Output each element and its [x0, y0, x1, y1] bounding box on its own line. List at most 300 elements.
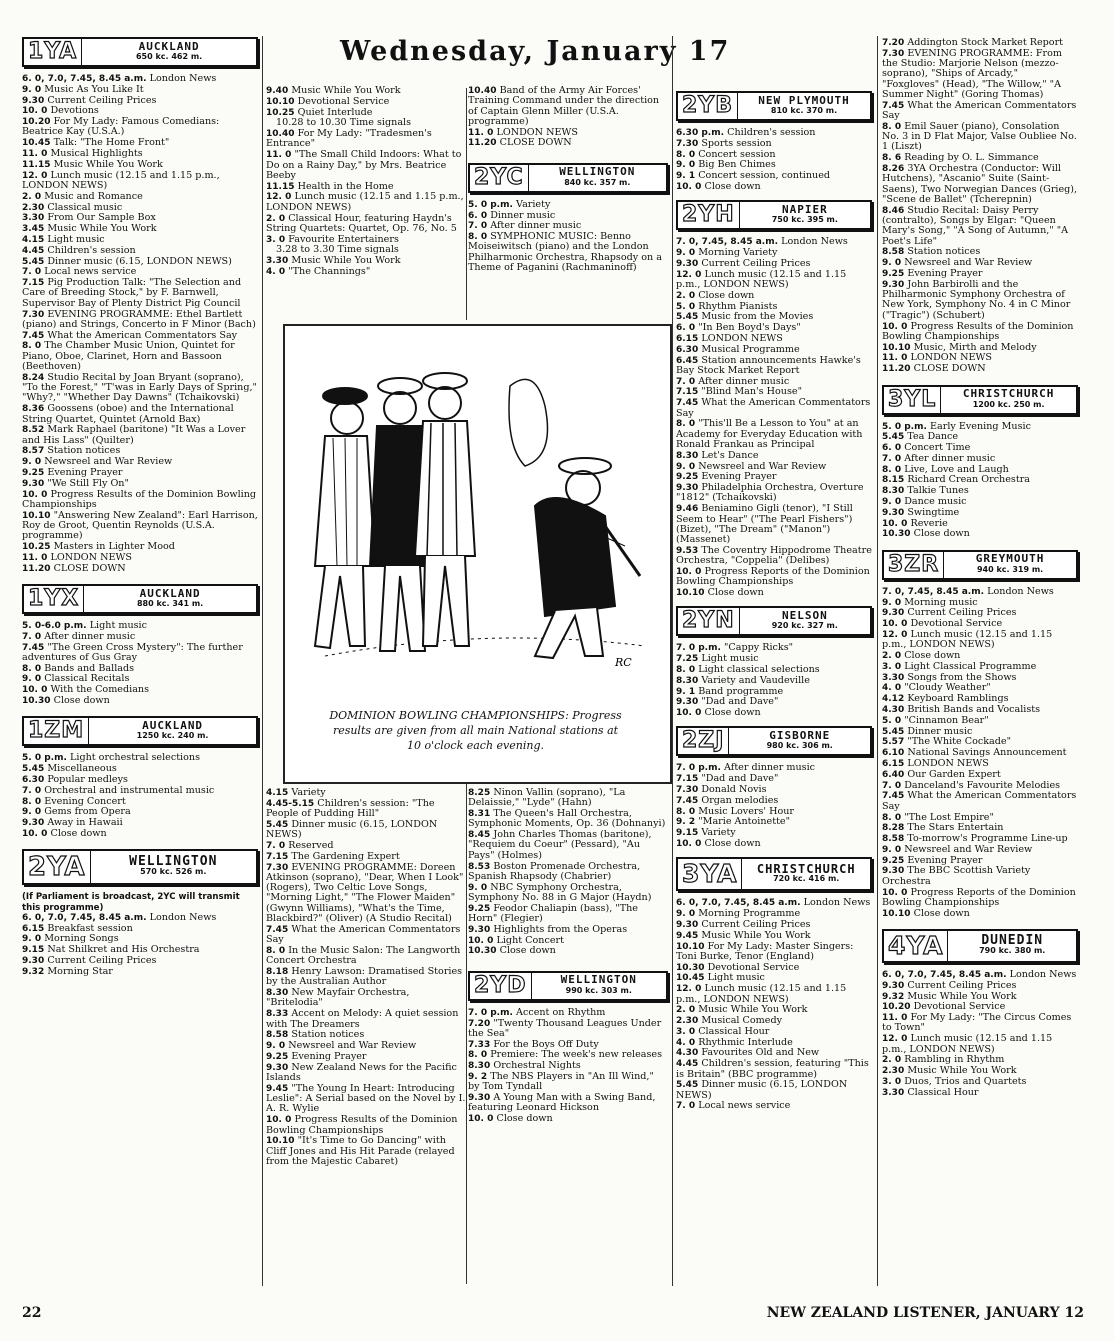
entry-time: 6.15	[882, 759, 908, 770]
schedule-entry	[468, 1019, 668, 1040]
schedule-entry	[882, 519, 1078, 529]
entry-programme: Light music	[89, 619, 147, 631]
entry-time: 7. 0	[468, 221, 491, 232]
entry-time: 10.30	[676, 962, 708, 973]
entry-programme: Ninon Vallin (soprano), "La Delaissie," "Lyde" (Hahn)	[468, 787, 626, 809]
station-logo-3zr	[882, 550, 1078, 580]
schedule-entry	[676, 483, 872, 504]
schedule-entry	[676, 588, 872, 598]
schedule-entry	[468, 1050, 668, 1060]
entry-programme: "Answering New Zealand": Earl Harrison, Roy de Groot, Quentin Reynolds (U.S.A. programme)	[22, 509, 258, 542]
entry-time: 9. 0	[882, 258, 905, 269]
entry-time: 4.45	[676, 1059, 702, 1070]
entry-programme: Studio Recital by Joan Bryant (soprano), "To the Forest," "T'was in Early Days of Spring," "Why?," "Whether Day Dawns" (Tchaikovski)	[22, 371, 257, 404]
schedule-entry	[676, 942, 872, 963]
caption-line: DOMINION BOWLING CHAMPIONSHIPS: Progress	[329, 709, 622, 722]
parliament-note: (If Parliament is broadcast, 2YC will transmit this programme)	[22, 892, 240, 913]
station-logo-2yn	[676, 606, 872, 636]
entry-time: 8.52	[22, 425, 48, 436]
entry-time: 8.45	[468, 830, 494, 841]
entry-time: 8.30	[266, 988, 292, 999]
schedule-entry	[22, 511, 258, 542]
schedule-entry	[266, 1041, 466, 1051]
station-frequency: 940 kc. 319 m.	[976, 564, 1044, 574]
entry-programme: Dinner music (6.15, LONDON NEWS)	[676, 1079, 848, 1101]
entry-time: 5. 0 p.m.	[882, 421, 931, 432]
entry-time: 12. 0	[266, 192, 295, 203]
schedule-entry	[266, 1063, 466, 1084]
entry-programme: Rhythm Pianists	[698, 300, 778, 312]
schedule-entry	[468, 86, 668, 127]
schedule-entry	[676, 697, 872, 707]
entry-programme: Close down	[904, 650, 961, 662]
entry-time: 10.10	[882, 342, 914, 353]
schedule-3zr	[882, 587, 1078, 919]
entry-programme: CLOSE DOWN	[913, 363, 986, 375]
entry-programme: London News	[149, 73, 217, 84]
column-2-top	[266, 86, 466, 278]
entry-programme: EVENING PROGRAMME: Doreen Atkinson (soprano), "Dear, When I Look" (Rogers), Two Celtic Love Songs, "Morning Light," "The Flower Maiden" (Gwynn Williams), "What's the Time, Blackbird?" (Oliver) (A Studio Recital)	[266, 861, 464, 925]
schedule-entry	[882, 432, 1078, 442]
schedule-entry	[882, 705, 1078, 715]
schedule-entry	[676, 546, 872, 567]
entry-programme: Close down	[50, 827, 107, 839]
entry-programme: Close down	[499, 945, 556, 957]
schedule-entry	[22, 74, 258, 84]
schedule-entry	[22, 956, 258, 966]
schedule-2ya	[22, 913, 258, 977]
schedule-entry	[676, 931, 872, 941]
entry-programme: Miscellaneous	[47, 763, 117, 775]
station-call-sign: 3YL	[884, 387, 941, 413]
entry-programme: Music While You Work	[291, 255, 401, 267]
schedule-entry	[266, 841, 466, 851]
schedule-entry	[266, 150, 466, 181]
entry-time: 9.30	[676, 483, 702, 494]
entry-time: 9.30	[22, 818, 48, 829]
entry-time: 9. 0	[676, 909, 699, 920]
entry-programme: The Queen's Hall Orchestra, Symphonic Moments, Op. 36 (Dohnanyi)	[468, 808, 666, 830]
entry-time: 6. 0, 7.0, 7.45, 8.45 a.m.	[882, 969, 1010, 980]
entry-time: 9.30	[22, 478, 48, 489]
entry-time: 4.45	[22, 245, 48, 256]
entry-programme: Progress Reports of the Dominion Bowling Championships	[676, 565, 870, 588]
column-rule	[262, 36, 263, 1286]
entry-time: 9. 0	[676, 248, 699, 259]
station-logo-3yl	[882, 385, 1078, 415]
schedule-entry	[468, 883, 668, 904]
station-call-sign: 2YB	[678, 93, 738, 119]
entry-time: 9.30	[468, 1093, 494, 1104]
station-call-sign: 2YA	[24, 851, 91, 883]
entry-time: 9. 0	[468, 882, 491, 893]
entry-time: 5. 0 p.m.	[468, 199, 517, 210]
entry-time: 7.45	[882, 100, 908, 111]
schedule-entry	[266, 852, 466, 862]
entry-programme: "Cloudy Weather"	[904, 682, 991, 694]
schedule-entry	[882, 781, 1078, 791]
entry-programme: Light music	[47, 233, 105, 245]
entry-time: 10. 0	[882, 887, 911, 898]
entry-time: 7.15	[676, 774, 702, 785]
entry-programme: Premiere: The week's new releases	[490, 1049, 662, 1061]
entry-time: 2. 0	[882, 1055, 905, 1066]
schedule-entry	[22, 235, 258, 245]
entry-programme: Henry Lawson: Dramatised Stories by the Australian Author	[266, 966, 463, 988]
entry-time: 7.20	[882, 38, 908, 48]
entry-time: 9.25	[468, 903, 494, 914]
entry-programme: Live, Love and Laugh	[904, 463, 1009, 475]
entry-time: 11. 0	[22, 552, 51, 563]
schedule-entry	[468, 128, 668, 138]
entry-time: 9.32	[882, 991, 908, 1002]
schedule-2ya-continued	[266, 86, 466, 277]
schedule-entry	[882, 630, 1078, 651]
station-frequency: 1250 kc. 240 m.	[136, 731, 209, 741]
entry-time: 10. 0	[676, 181, 705, 192]
entry-time: 3. 0	[882, 1076, 905, 1087]
entry-programme: Light classical selections	[698, 663, 820, 675]
entry-programme: CLOSE DOWN	[53, 562, 126, 574]
entry-programme: Variety	[516, 198, 551, 210]
entry-programme: London News	[149, 911, 217, 923]
schedule-entry	[468, 862, 668, 883]
entry-time: 9.15	[676, 828, 702, 839]
entry-time: 8. 0	[676, 419, 699, 430]
entry-programme: "Dad and Dave"	[701, 696, 779, 708]
schedule-entry	[882, 737, 1078, 747]
entry-programme: Away in Hawaii	[47, 817, 123, 829]
entry-programme: John Barbirolli and the Philharmonic Symphony Orchestra of New York, Symphony No. 4 in C Minor ("Tragic") (Schubert)	[882, 278, 1071, 321]
entry-programme: What the American Commentators Say	[882, 790, 1077, 812]
schedule-entry	[266, 97, 466, 107]
schedule-entry	[468, 904, 668, 925]
entry-time: 7.45	[882, 791, 908, 802]
station-frequency: 840 kc. 357 m.	[564, 177, 631, 187]
entry-time: 10.45	[676, 973, 708, 984]
station-frequency: 980 kc. 306 m.	[766, 741, 833, 751]
entry-programme: Newsreel and War Review	[44, 456, 173, 468]
schedule-entry	[22, 96, 258, 106]
schedule-entry	[676, 1080, 872, 1101]
entry-time: 10.25	[266, 107, 298, 118]
entry-programme: The Stars Entertain	[907, 822, 1004, 834]
column-3-bottom	[468, 788, 668, 1125]
entry-time: 5. 0-6.0 p.m.	[22, 620, 90, 631]
schedule-entry	[22, 425, 258, 446]
schedule-entry	[882, 662, 1078, 672]
entry-time: 7. 0	[676, 1101, 699, 1112]
station-frequency: 990 kc. 303 m.	[565, 985, 632, 995]
entry-programme: "The Small Child Indoors: What to Do on a Rainy Day," by Mrs. Beatrice Beeby	[266, 149, 462, 181]
station-call-sign: 2YH	[678, 202, 740, 228]
entry-programme: "It's Time to Go Dancing" with Cliff Jones and His Hit Parade (relayed from the Majestic Cabaret)	[266, 1135, 455, 1167]
entry-programme: Classical Hour	[698, 1025, 770, 1037]
entry-programme: Variety and Vaudeville	[701, 674, 810, 686]
schedule-entry	[22, 117, 258, 138]
entry-programme: Favourites Old and New	[701, 1047, 820, 1059]
entry-time: 3.30	[22, 213, 48, 224]
schedule-entry	[468, 138, 668, 148]
entry-programme: For My Lady: "Tradesmen's Entrance"	[266, 128, 432, 150]
entry-time: 8.46	[882, 205, 908, 216]
schedule-entry	[882, 845, 1078, 855]
schedule-entry	[882, 770, 1078, 780]
entry-programme: Close down	[704, 707, 761, 719]
entry-time: 6.30	[22, 774, 48, 785]
entry-programme: Close down	[704, 180, 761, 192]
entry-time: 7. 0 p.m.	[676, 643, 725, 654]
entry-programme: Newsreel and War Review	[904, 257, 1033, 269]
entry-time: 12. 0	[676, 269, 705, 280]
schedule-1ya	[22, 74, 258, 574]
entry-programme: 10.28 to 10.30 Time signals	[276, 117, 412, 129]
entry-programme: Let's Dance	[701, 449, 759, 461]
schedule-entry	[22, 664, 258, 674]
entry-time: 9.40	[266, 86, 292, 96]
entry-programme: A Young Man with a Swing Band, featuring Leonard Hickson	[468, 1092, 656, 1114]
station-frequency: 1200 kc. 250 m.	[972, 399, 1045, 409]
entry-programme: Light Classical Programme	[904, 660, 1037, 672]
entry-programme: Dinner music (6.15, LONDON NEWS)	[266, 818, 438, 841]
schedule-entry	[22, 468, 258, 478]
station-frequency: 920 kc. 327 m.	[771, 621, 838, 631]
schedule-entry	[882, 1013, 1078, 1034]
schedule-entry	[882, 587, 1078, 597]
entry-time: 8. 0	[882, 121, 905, 132]
schedule-entry	[266, 182, 466, 192]
schedule-entry	[22, 224, 258, 234]
entry-programme: LONDON NEWS	[701, 332, 783, 344]
schedule-entry	[882, 651, 1078, 661]
entry-time: 9.45	[266, 1083, 292, 1094]
entry-programme: Accent on Rhythm	[516, 1006, 606, 1018]
entry-programme: CLOSE DOWN	[499, 137, 572, 149]
entry-programme: Rambling in Rhythm	[904, 1054, 1005, 1066]
schedule-entry	[882, 465, 1078, 475]
entry-programme: Organ melodies	[701, 794, 779, 806]
entry-time: 5.45	[22, 256, 48, 267]
schedule-entry	[882, 791, 1078, 812]
entry-time: 9.25	[882, 269, 908, 280]
schedule-entry	[882, 716, 1078, 726]
entry-time: 9.30	[882, 980, 908, 991]
schedule-entry	[468, 1061, 668, 1071]
entry-time: 7.45	[22, 642, 48, 653]
entry-time: 4.12	[882, 694, 908, 705]
entry-time: 10. 0	[266, 1115, 295, 1126]
schedule-entry	[468, 221, 668, 231]
schedule-entry	[882, 598, 1078, 608]
entry-programme: After dinner music	[44, 630, 136, 642]
entry-programme: Progress Results of the Dominion Bowling Championships	[22, 488, 257, 510]
schedule-entry	[676, 139, 872, 149]
entry-time: 4. 0	[676, 1037, 699, 1048]
station-logo-3ya	[676, 857, 872, 891]
schedule-entry	[468, 809, 668, 830]
schedule-2ya-evening	[266, 788, 466, 1167]
schedule-entry	[676, 182, 872, 192]
entry-programme: Light orchestral selections	[70, 752, 200, 764]
entry-programme: Lunch music (12.15 and 1.15 p.m., LONDON NEWS)	[22, 169, 220, 191]
entry-time: 8. 0	[266, 945, 289, 956]
station-city: AUCKLAND	[139, 586, 201, 600]
entry-time: 7. 0	[22, 785, 45, 796]
schedule-entry	[676, 973, 872, 983]
entry-programme: Close down	[53, 695, 110, 707]
schedule-entry	[676, 472, 872, 482]
schedule-entry	[22, 203, 258, 213]
schedule-entry	[22, 564, 258, 574]
entry-time: 10.10	[22, 510, 54, 521]
entry-time: 7. 0, 7.45, 8.45 a.m.	[882, 586, 988, 597]
schedule-entry	[22, 278, 258, 309]
entry-programme: Local news service	[698, 1100, 791, 1112]
entry-programme: LONDON NEWS	[907, 758, 989, 770]
entry-time: 9.30	[882, 608, 908, 619]
schedule-entry	[22, 490, 258, 511]
schedule-entry	[22, 479, 258, 489]
schedule-entry	[266, 245, 466, 255]
entry-programme: John Charles Thomas (baritone), "Requiem du Coeur" (Pessard), "Au Pays" (Holmes)	[468, 829, 652, 861]
schedule-entry	[22, 138, 258, 148]
entry-programme: Concert session, continued	[698, 170, 831, 182]
schedule-entry	[22, 696, 258, 706]
entry-time: 5. 0 p.m.	[22, 753, 71, 764]
entry-time: 7. 0 p.m.	[468, 1007, 517, 1018]
entry-programme: Evening Prayer	[907, 854, 983, 866]
entry-time: 9. 1	[676, 171, 699, 182]
station-city: CHRISTCHURCH	[962, 387, 1055, 401]
entry-time: 8. 0	[468, 232, 491, 243]
station-city: GISBORNE	[769, 729, 831, 743]
schedule-entry	[22, 945, 258, 955]
entry-programme: Station notices	[907, 246, 981, 258]
entry-programme: Current Ceiling Prices	[701, 918, 811, 930]
entry-programme: Lunch music (12.15 and 1.15 p.m., LONDON NEWS)	[882, 1033, 1053, 1055]
entry-programme: Band programme	[698, 685, 784, 697]
entry-time: 2.30	[22, 202, 48, 213]
entry-time: 6. 0	[468, 210, 491, 221]
entry-time: 8. 0	[882, 812, 905, 823]
entry-time: 10.45	[22, 138, 54, 149]
entry-programme: EVENING PROGRAMME: Ethel Bartlett (piano) and Strings, Concerto in F Minor (Bach)	[22, 308, 256, 330]
entry-programme: Morning music	[904, 596, 978, 608]
schedule-entry	[676, 398, 872, 419]
entry-time: 6.10	[882, 748, 908, 759]
entry-time: 8.58	[882, 247, 908, 258]
entry-programme: Music As You Like It	[44, 83, 144, 95]
entry-programme: Songs from the Shows	[907, 671, 1017, 683]
entry-programme: Devotional Service	[297, 95, 390, 107]
entry-time: 10. 0	[22, 828, 51, 839]
entry-programme: Close down	[913, 907, 970, 919]
schedule-entry	[676, 504, 872, 545]
schedule-entry	[22, 341, 258, 372]
entry-time: 8.30	[882, 486, 908, 497]
schedule-entry	[22, 913, 258, 923]
schedule-entry	[468, 788, 668, 809]
station-logo-2yb	[676, 91, 872, 121]
column-1	[22, 34, 258, 978]
schedule-entry	[882, 1055, 1078, 1065]
schedule-entry	[22, 924, 258, 934]
schedule-entry	[266, 799, 466, 820]
entry-time: 2.30	[882, 1066, 908, 1077]
schedule-entry	[22, 85, 258, 95]
entry-time: 6.40	[882, 769, 908, 780]
schedule-entry	[676, 291, 872, 301]
schedule-entry	[676, 665, 872, 675]
entry-programme: Current Ceiling Prices	[701, 257, 811, 269]
entry-programme: To-morrow's Programme Line-up	[907, 833, 1068, 845]
entry-programme: Talkie Tunes	[907, 485, 969, 497]
entry-time: 11.15	[266, 181, 298, 192]
entry-time: 8. 0	[22, 796, 45, 807]
entry-programme: "The Green Cross Mystery": The further adventures of Gus Gray	[22, 641, 243, 663]
station-frequency: 570 kc. 526 m.	[140, 867, 207, 877]
schedule-entry	[882, 353, 1078, 363]
schedule-entry	[676, 898, 872, 908]
entry-programme: Reserved	[288, 839, 334, 851]
entry-programme: Dinner music (6.15, LONDON NEWS)	[47, 255, 232, 267]
entry-programme: "Dad and Dave"	[701, 773, 779, 785]
schedule-entry	[266, 118, 466, 128]
station-logo-2zj	[676, 726, 872, 756]
schedule-entry	[22, 685, 258, 695]
entry-time: 9. 0	[676, 461, 699, 472]
entry-time: 4.30	[882, 705, 908, 716]
column-3-top	[468, 86, 668, 274]
entry-time: 6. 0	[882, 443, 905, 454]
schedule-entry	[676, 1101, 872, 1111]
schedule-entry	[22, 160, 258, 170]
schedule-entry	[22, 310, 258, 331]
schedule-entry	[882, 322, 1078, 343]
schedule-entry	[676, 150, 872, 160]
schedule-entry	[266, 946, 466, 967]
entry-time: 12. 0	[882, 629, 911, 640]
entry-time: 9.30	[676, 697, 702, 708]
schedule-2yn	[676, 643, 872, 718]
entry-time: 11.15	[22, 159, 54, 170]
station-logo-4ya	[882, 929, 1078, 963]
entry-programme: Dinner music	[490, 209, 556, 221]
schedule-entry	[468, 232, 668, 273]
entry-time: 8. 0	[882, 464, 905, 475]
schedule-entry	[22, 331, 258, 341]
entry-programme: Sports session	[701, 137, 772, 149]
entry-time: 9. 2	[468, 1072, 491, 1083]
entry-time: 8.57	[22, 446, 48, 457]
entry-programme: Dance music	[904, 496, 967, 508]
entry-time: 8.24	[22, 372, 48, 383]
entry-time: 9.30	[266, 1062, 292, 1073]
schedule-entry	[882, 364, 1078, 374]
entry-programme: Goossens (oboe) and the International String Quartet, Quintet (Arnold Bax)	[22, 403, 234, 425]
schedule-2ya-late	[468, 86, 668, 149]
entry-programme: Lunch music (12.15 and 1.15 p.m., LONDON NEWS)	[882, 628, 1053, 651]
schedule-entry	[676, 312, 872, 322]
entry-time: 7. 0	[266, 840, 289, 851]
entry-time: 10. 0	[22, 685, 51, 696]
schedule-entry	[882, 992, 1078, 1002]
entry-time: 9. 0	[22, 457, 45, 468]
station-call-sign: 1ZM	[24, 718, 89, 744]
entry-programme: Current Ceiling Prices	[907, 979, 1017, 991]
schedule-2yc	[468, 200, 668, 274]
schedule-2yd	[468, 1008, 668, 1125]
